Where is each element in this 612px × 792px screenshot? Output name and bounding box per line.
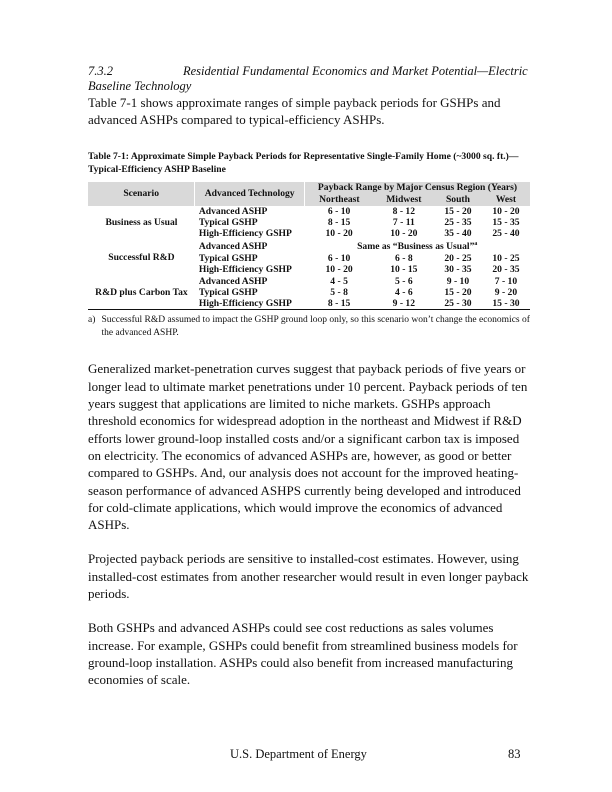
technology-cell: Typical GSHP [198, 216, 258, 228]
section-number: 7.3.2 [88, 64, 113, 78]
scenario-cell: Business as Usual [105, 216, 178, 228]
technology-cell: Typical GSHP [198, 252, 258, 264]
intro-paragraph: Table 7-1 shows approximate ranges of simple payback periods for GSHPs and advanced ASHPs compared to typical-efficiency ASHPs. [88, 95, 501, 128]
technology-cell: Advanced ASHP [198, 205, 268, 217]
payback-value-cell: 4 - 5 [330, 275, 348, 287]
span-text: Same as “Business as Usual” [357, 241, 475, 253]
payback-value-cell: 6 - 10 [327, 205, 351, 217]
payback-value-cell: 20 - 25 [444, 252, 472, 264]
header-group: Payback Range by Major Census Region (Years) [304, 182, 530, 194]
payback-value-cell: 15 - 20 [444, 286, 472, 298]
header-scenario: Scenario [88, 182, 195, 206]
payback-value-cell: 10 - 20 [325, 264, 353, 276]
body-paragraph: Both GSHPs and advanced ASHPs could see cost reductions as sales volumes increase. For example, GSHPs could benefit from streamlined business models for ground-loop installation. ASHPs could also benefit from increased manufacturing economies of scale. [88, 620, 518, 688]
payback-value-cell: 4 - 6 [395, 286, 413, 298]
payback-value-cell: 20 - 35 [492, 264, 520, 276]
payback-value-cell: 8 - 12 [392, 205, 416, 217]
technology-cell: Typical GSHP [198, 286, 258, 298]
payback-value-cell: 5 - 8 [330, 286, 348, 298]
page-number: 83 [508, 747, 521, 761]
header-region: Northeast [304, 194, 373, 206]
payback-value-cell: 7 - 11 [392, 216, 415, 228]
footnote-label: a) [88, 315, 96, 326]
body-paragraph: Projected payback periods are sensitive to installed-cost estimates. However, using installed-cost estimates from another researcher would result in even longer payback periods. [88, 551, 529, 602]
header-region: South [434, 194, 482, 206]
payback-value-cell: 10 - 20 [492, 205, 520, 217]
section-heading [88, 64, 530, 94]
body-paragraph: Generalized market-penetration curves suggest that payback periods of five years or longer lead to ultimate market penetrations under 10 percent. Payback periods of ten years suggest that applications are limited to niche markets. GSHPs approach threshold economics for widespread adoption in the northeast and Midwest if R&D efforts lower ground-loop installed costs and/or a significant carbon tax is imposed on electricity. The economics of advanced ASHPs are, however, as good or better compared to GSHPs. And, our analysis does not account for the improved heating-season performance of advanced ASHPS currently being developed and introduced for cold-climate applications, which would improve the economics of advanced ASHPs. [88, 361, 528, 533]
technology-cell: Advanced ASHP [198, 275, 268, 287]
payback-table [88, 182, 530, 311]
span-cell [304, 239, 530, 252]
footnote-text: Successful R&D assumed to impact the GSHP ground loop only, so this scenario won’t change the economics of the advanced ASHP. [101, 315, 530, 339]
scenario-cell: Successful R&D [108, 251, 175, 263]
payback-value-cell: 10 - 15 [390, 264, 418, 276]
payback-value-cell: 8 - 15 [327, 298, 351, 310]
payback-value-cell: 9 - 10 [446, 275, 470, 287]
technology-cell: Advanced ASHP [198, 240, 268, 252]
table-row [88, 206, 530, 217]
payback-value-cell: 7 - 10 [494, 275, 518, 287]
payback-value-cell: 10 - 25 [492, 252, 520, 264]
footer-organization: U.S. Department of Energy [230, 747, 367, 761]
payback-value-cell: 15 - 20 [444, 205, 472, 217]
payback-value-cell: 9 - 12 [392, 298, 416, 310]
technology-cell: High-Efficiency GSHP [198, 298, 292, 310]
technology-cell: High-Efficiency GSHP [198, 228, 292, 240]
payback-value-cell: 35 - 40 [444, 228, 472, 240]
payback-value-cell: 25 - 40 [492, 228, 520, 240]
section-title: Residential Fundamental Economics and Market Potential—Electric Baseline Technology [88, 64, 528, 93]
technology-cell: High-Efficiency GSHP [198, 264, 292, 276]
table-caption: Table 7-1: Approximate Simple Payback Periods for Representative Single-Family Home (~3000 sq. ft.)—Typical-Efficiency ASHP Baseline [88, 150, 519, 175]
header-technology: Advanced Technology [195, 182, 305, 206]
payback-value-cell: 6 - 10 [327, 252, 351, 264]
table-row [88, 276, 530, 287]
payback-value-cell: 25 - 30 [444, 298, 472, 310]
payback-value-cell: 30 - 35 [444, 264, 472, 276]
payback-value-cell: 9 - 20 [494, 286, 518, 298]
header-region: West [482, 194, 530, 206]
payback-value-cell: 5 - 6 [395, 275, 413, 287]
payback-value-cell: 15 - 35 [492, 216, 520, 228]
payback-value-cell: 10 - 20 [325, 228, 353, 240]
table-row [88, 239, 530, 252]
payback-value-cell: 8 - 15 [327, 216, 351, 228]
payback-value-cell: 15 - 30 [492, 298, 520, 310]
header-region: Midwest [374, 194, 434, 206]
scenario-cell: R&D plus Carbon Tax [95, 286, 188, 298]
payback-value-cell: 25 - 35 [444, 216, 472, 228]
payback-value-cell: 10 - 20 [390, 228, 418, 240]
footnote-marker: a [474, 241, 478, 248]
payback-value-cell: 6 - 8 [395, 252, 413, 264]
table-footnote [88, 314, 530, 340]
